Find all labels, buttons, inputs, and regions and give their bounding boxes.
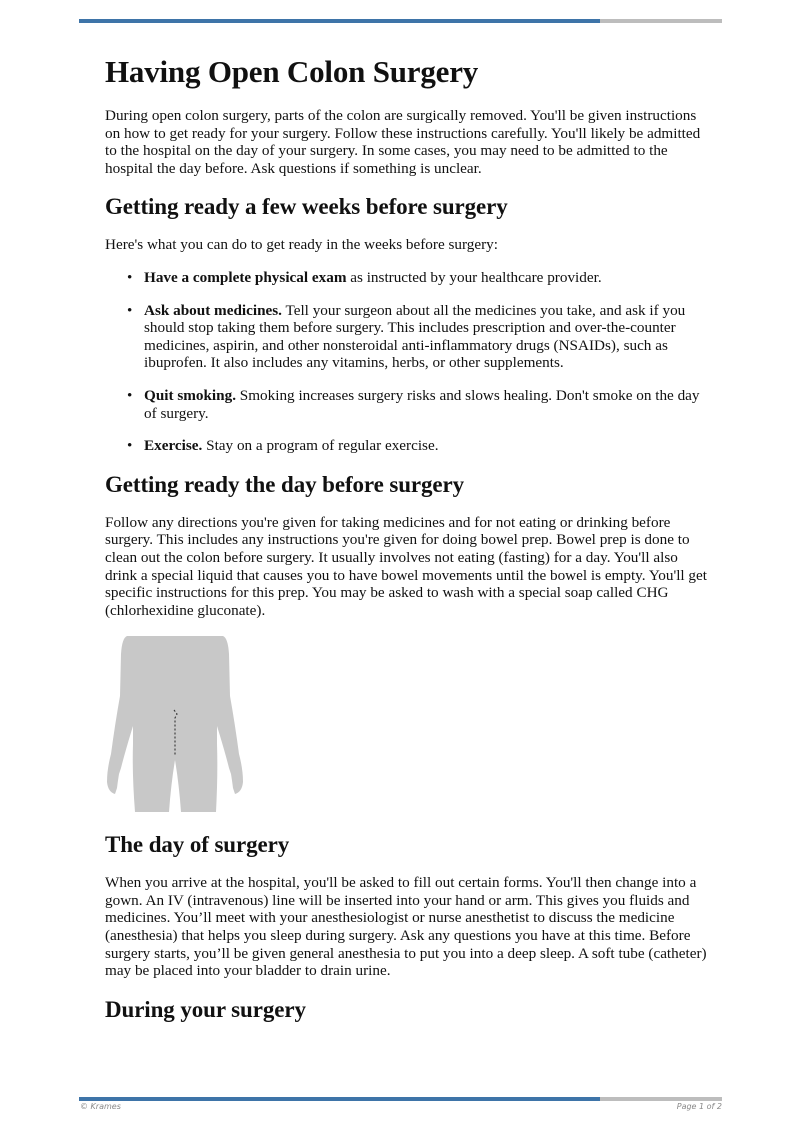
list-item-text: Smoking increases surgery risks and slows healing. Don't smoke on the day of surgery.	[144, 386, 700, 422]
document-content	[105, 52, 710, 1039]
list-item-text: Stay on a program of regular exercise.	[202, 437, 439, 455]
torso-figure-icon	[105, 634, 245, 814]
section-lead-weeks-before: Here's what you can do to get ready in the weeks before surgery:	[105, 236, 498, 254]
list-item	[127, 386, 710, 422]
torso-incision-illustration	[105, 634, 245, 814]
list-item	[127, 301, 710, 372]
list-item-bold: Quit smoking.	[144, 386, 236, 404]
list-item	[127, 437, 710, 455]
list-item-text: Tell your surgeon about all the medicines you take, and ask if you should stop taking them before surgery. This includes prescription and over-the-counter medicines, aspirin, and other nonsteroidal anti-inflammatory drugs (NSAIDs), such as ibuprofen. It also includes any vitamins, herbs, or other supplements.	[144, 301, 686, 372]
bullet-icon: •	[127, 268, 133, 286]
header-progress-bar	[79, 19, 722, 23]
footer-progress-bar	[79, 1097, 722, 1101]
footer-copyright: © Krames	[80, 1102, 121, 1111]
section-body-day-of: When you arrive at the hospital, you'll be asked to fill out certain forms. You'll then change into a gown. An IV (intravenous) line will be inserted into your hand or arm. This gives you fluids and medicines. You’ll meet with your anesthesiologist or nurse anesthetist to discuss the medicine (anesthesia) that helps you sleep during surgery. Ask any questions you have at this time. Before surgery starts, you’ll be given general anesthesia to put you into a deep sleep. A soft tube (catheter) may be placed into your bladder to drain urine.	[105, 874, 707, 980]
footer-progress-fill	[79, 1097, 600, 1101]
body-silhouette	[107, 636, 243, 812]
list-item-bold: Ask about medicines.	[144, 301, 282, 319]
bullet-icon: •	[127, 301, 133, 319]
section-body-day-before: Follow any directions you're given for taking medicines and for not eating or drinking before surgery. This includes any instructions you're given for doing bowel prep. Bowel prep is done to clean out the colon before surgery. It usually involves not eating (fasting) for a day. You'll also drink a special liquid that causes you to have bowel movements until the bowel is empty. You'll get specific instructions for this prep. You may be asked to wash with a special soap called CHG (chlorhexidine gluconate).	[105, 513, 707, 619]
list-item-bold: Have a complete physical exam	[144, 268, 347, 286]
section-heading-day-of: The day of surgery	[105, 832, 290, 858]
section-heading-during: During your surgery	[105, 996, 306, 1022]
page-title: Having Open Colon Surgery	[105, 54, 479, 89]
list-item	[127, 268, 710, 287]
weeks-before-list	[105, 269, 710, 455]
bullet-icon: •	[127, 437, 133, 455]
section-heading-day-before: Getting ready the day before surgery	[105, 471, 465, 497]
list-item-text: as instructed by your healthcare provider.	[346, 268, 602, 286]
footer-page-number: Page 1 of 2	[676, 1102, 722, 1111]
intro-paragraph: During open colon surgery, parts of the colon are surgically removed. You'll be given instructions on how to get ready for your surgery. Follow these instructions carefully. You'll likely be admitted to the hospital on the day of your surgery. In some cases, you may need to be admitted to the hospital the day before. Ask questions if something is unclear.	[105, 107, 701, 177]
header-progress-fill	[79, 19, 600, 23]
list-item-bold: Exercise.	[144, 437, 203, 455]
section-heading-weeks-before: Getting ready a few weeks before surgery	[105, 194, 508, 220]
bullet-icon: •	[127, 386, 133, 404]
